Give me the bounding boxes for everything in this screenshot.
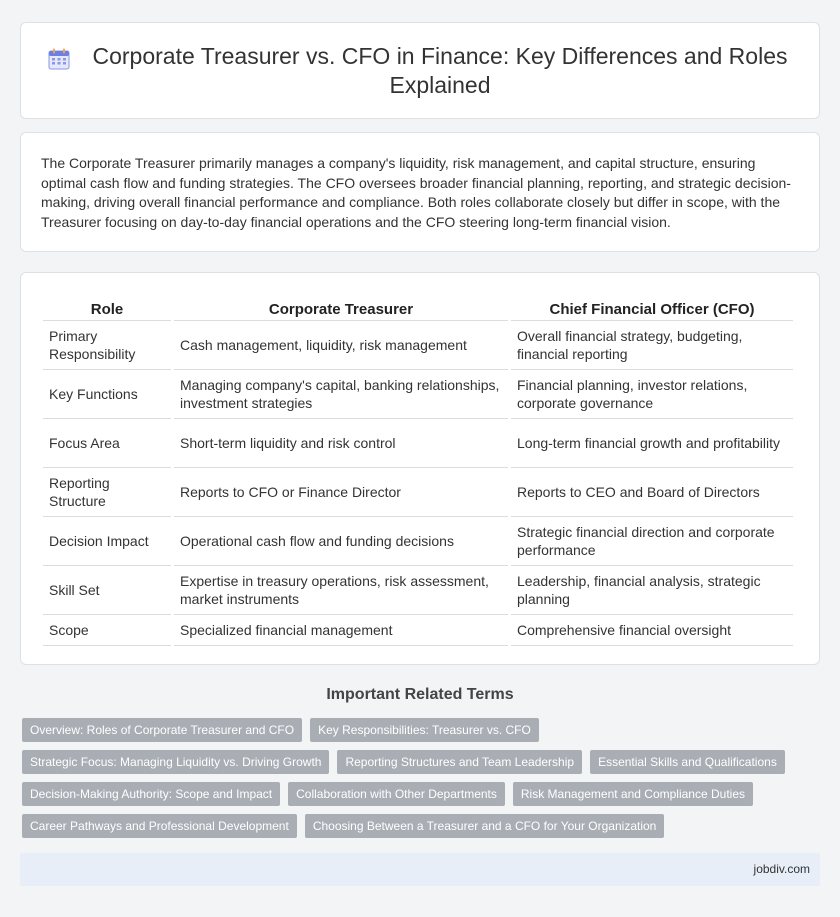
treasurer-cell: Short-term liquidity and risk control [174,419,508,468]
related-term-link[interactable]: Collaboration with Other Departments [288,782,505,806]
related-term-link[interactable]: Essential Skills and Qualifications [590,750,785,774]
header-treasurer: Corporate Treasurer [174,293,508,321]
related-term-link[interactable]: Strategic Focus: Managing Liquidity vs. Driving Growth [22,750,329,774]
row-label: Key Functions [43,370,171,419]
title-card [20,22,820,119]
row-label: Scope [43,615,171,646]
table-header-row [43,293,793,321]
table-row [43,370,793,419]
related-term-link[interactable]: Career Pathways and Professional Development [22,814,297,838]
row-label: Primary Responsibility [43,321,171,370]
treasurer-cell: Expertise in treasury operations, risk assessment, market instruments [174,566,508,615]
table-row [43,615,793,646]
table-row [43,419,793,468]
tag-row [22,814,822,838]
footer [20,853,820,886]
cfo-cell: Overall financial strategy, budgeting, financial reporting [511,321,793,370]
page-title: Corporate Treasurer vs. CFO in Finance: Key Differences and Roles Explained [92,42,788,98]
header-cfo: Chief Financial Officer (CFO) [511,293,793,321]
row-label: Focus Area [43,419,171,468]
row-label: Skill Set [43,566,171,615]
cfo-cell: Long-term financial growth and profitability [511,419,793,468]
related-term-link[interactable]: Reporting Structures and Team Leadership [337,750,582,774]
related-terms-list [22,718,822,846]
related-term-link[interactable]: Overview: Roles of Corporate Treasurer and CFO [22,718,302,742]
related-terms-title: Important Related Terms [326,686,514,703]
table-row [43,517,793,566]
cfo-cell: Strategic financial direction and corporate performance [511,517,793,566]
related-term-link[interactable]: Key Responsibilities: Treasurer vs. CFO [310,718,539,742]
cfo-cell: Leadership, financial analysis, strategic planning [511,566,793,615]
table-row [43,321,793,370]
tag-row [22,750,822,774]
intro-paragraph: The Corporate Treasurer primarily manages a company's liquidity, risk management, and capital structure, ensuring optimal cash flow and funding strategies. The CFO oversees broader financial planning, reporting, and strategic decision-making, driving overall financial performance and compliance. Both roles collaborate closely but differ in scope, with the Treasurer focusing on day-to-day financial operations and the CFO steering long-term financial vision. [41,155,791,230]
site-link[interactable]: jobdiv.com [753,862,810,876]
treasurer-cell: Managing company's capital, banking relationships, investment strategies [174,370,508,419]
related-term-link[interactable]: Choosing Between a Treasurer and a CFO for Your Organization [305,814,665,838]
tag-row [22,782,822,806]
tag-row [22,718,822,742]
cfo-cell: Comprehensive financial oversight [511,615,793,646]
table-row [43,566,793,615]
related-term-link[interactable]: Risk Management and Compliance Duties [513,782,753,806]
cfo-cell: Financial planning, investor relations, corporate governance [511,370,793,419]
comparison-table [40,293,796,646]
row-label: Decision Impact [43,517,171,566]
related-term-link[interactable]: Decision-Making Authority: Scope and Impact [22,782,280,806]
treasurer-cell: Cash management, liquidity, risk management [174,321,508,370]
treasurer-cell: Operational cash flow and funding decisions [174,517,508,566]
treasurer-cell: Specialized financial management [174,615,508,646]
treasurer-cell: Reports to CFO or Finance Director [174,468,508,517]
intro-card [20,132,820,252]
row-label: Reporting Structure [43,468,171,517]
comparison-table-card [20,272,820,665]
table-row [43,468,793,517]
cfo-cell: Reports to CEO and Board of Directors [511,468,793,517]
header-role: Role [43,293,171,321]
